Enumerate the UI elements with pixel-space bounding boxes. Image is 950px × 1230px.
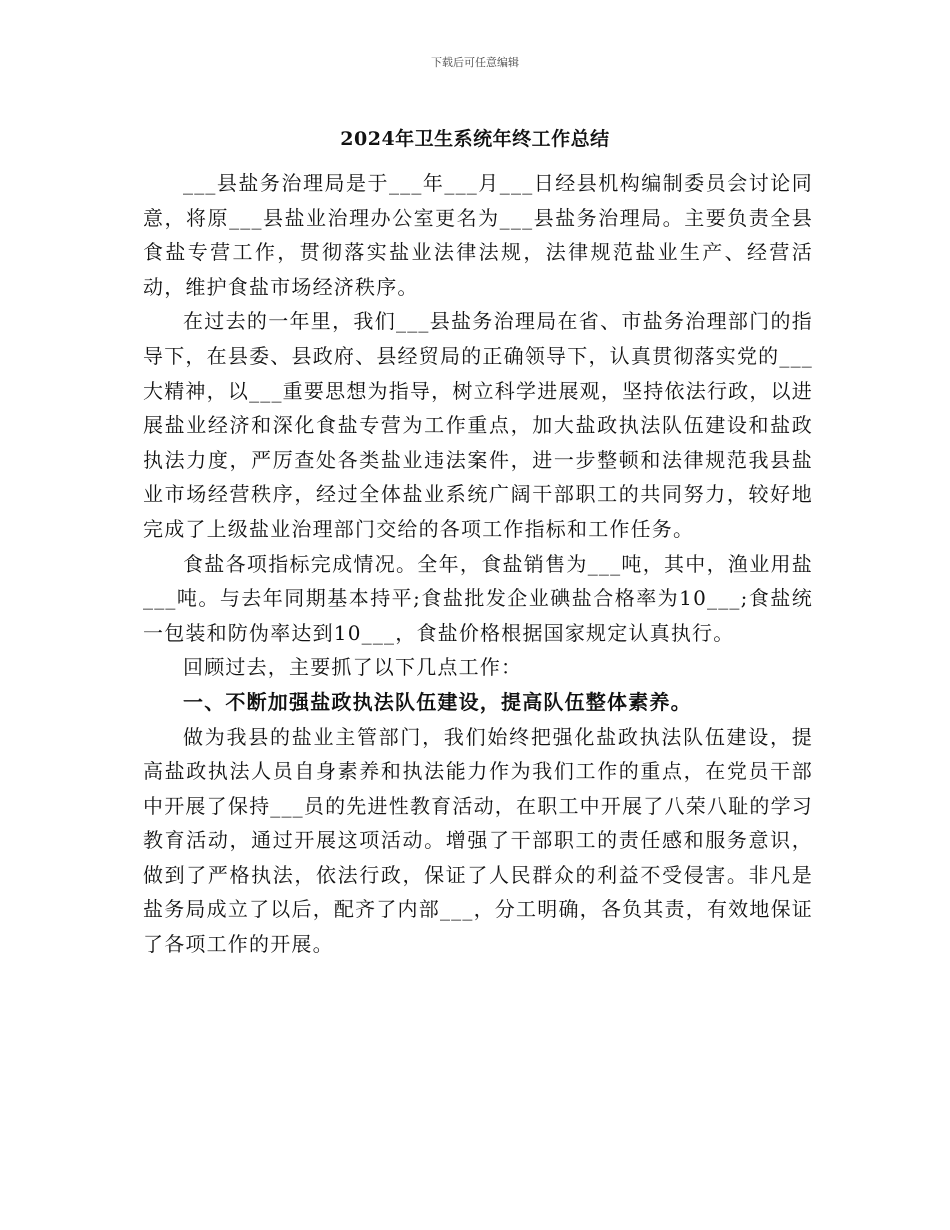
paragraph-review: 回顾过去，主要抓了以下几点工作： (183, 655, 523, 680)
section-heading-1: 一、不断加强盐政执法队伍建设，提高队伍整体素养。 (183, 689, 692, 714)
paragraph-overview: 在过去的一年里，我们___县盐务治理局在省、市盐务治理部门的指导下，在县委、县政府、县经贸局的正确领导下，认真贯彻落实党的___大精神，以___重要思想为指导，树立科学进展观，坚持依法行政，以进展盐业经济和深化食盐专营为工作重点，加大盐政执法队伍建设和盐政执法力度，严厉查处各类盐业违法案件，进一步整顿和法律规范我县盐业市场经营秩序，经过全体盐业系统广阔干部职工的共同努力，较好地完成了上级盐业治理部门交给的各项工作指标和工作任务。 (143, 309, 813, 541)
paragraph-intro: ___县盐务治理局是于___年___月___日经县机构编制委员会讨论同意，将原___县盐业治理办公室更名为___县盐务治理局。主要负责全县食盐专营工作，贯彻落实盐业法律法规，法律规范盐业生产、经营活动，维护食盐市场经济秩序。 (143, 171, 813, 299)
paragraph-team-building: 做为我县的盐业主管部门，我们始终把强化盐政执法队伍建设，提高盐政执法人员自身素养和执法能力作为我们工作的重点，在党员干部中开展了保持___员的先进性教育活动，在职工中开展了八荣八耻的学习教育活动，通过开展这项活动。增强了干部职工的责任感和服务意识，做到了严格执法，依法行政，保证了人民群众的利益不受侵害。非凡是盐务局成立了以后，配齐了内部___，分工明确，各负其责，有效地保证了各项工作的开展。 (143, 724, 813, 957)
paragraph-indicators: 食盐各项指标完成情况。全年，食盐销售为___吨，其中，渔业用盐___吨。与去年同期基本持平;食盐批发企业碘盐合格率为10___;食盐统一包装和防伪率达到10___，食盐价格根据国家规定认真执行。 (143, 551, 813, 645)
document-body (143, 166, 813, 962)
header-note: 下载后可任意编辑 (431, 56, 519, 69)
document-title: 2024年卫生系统年终工作总结 (340, 128, 610, 150)
